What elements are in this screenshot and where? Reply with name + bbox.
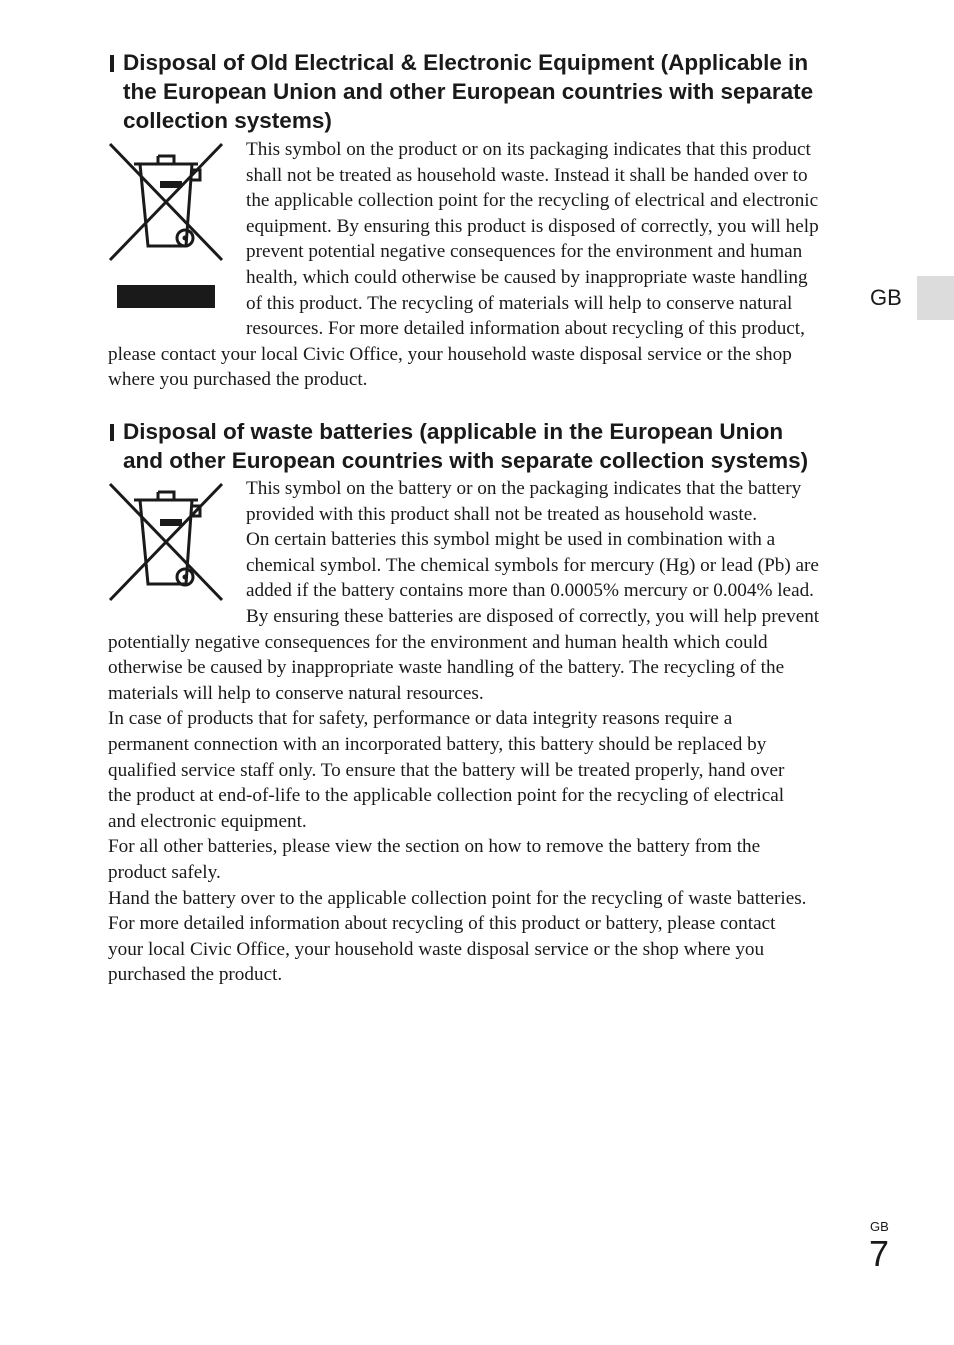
heading-line: Disposal of Old Electrical & Electronic Equipment (Applicable in [123, 50, 809, 75]
body-line: your local Civic Office, your household waste disposal service or the shop where you [108, 938, 765, 960]
section1-heading [108, 48, 878, 135]
body-line: Hand the battery over to the applicable collection point for the recycling of waste batteries. [108, 887, 807, 909]
body-line: prevent potential negative consequences for the environment and human [246, 241, 803, 263]
section2-body [108, 476, 868, 988]
body-line: This symbol on the product or on its packaging indicates that this product [246, 139, 811, 160]
heading-line: and other European countries with separate collection systems) [123, 448, 809, 473]
body-line: This symbol on the battery or on the packaging indicates that the battery [246, 478, 802, 499]
body-line: purchased the product. [108, 964, 283, 986]
body-line: shall not be treated as household waste. Instead it shall be handed over to [246, 164, 808, 186]
body-line: equipment. By ensuring this product is disposed of correctly, you will help [246, 215, 819, 237]
body-line: the applicable collection point for the recycling of electrical and electronic [246, 190, 819, 212]
section1-body [108, 137, 868, 393]
body-line: qualified service staff only. To ensure that the battery will be treated properly, hand over [108, 759, 785, 781]
body-line: provided with this product shall not be treated as household waste. [246, 503, 758, 525]
language-tab-label: GB [870, 285, 902, 310]
body-line: chemical symbol. The chemical symbols for mercury (Hg) or lead (Pb) are [246, 554, 819, 576]
body-line: otherwise be caused by inappropriate waste handling of the battery. The recycling of the [108, 657, 785, 679]
body-line: permanent connection with an incorporated battery, this battery should be replaced by [108, 733, 767, 755]
body-line: materials will help to conserve natural resources. [108, 682, 484, 704]
body-line: the product at end-of-life to the applicable collection point for the recycling of electrical [108, 785, 785, 807]
page-language: GB [870, 1219, 889, 1234]
body-line: For more detailed information about recycling of this product or battery, please contact [108, 913, 776, 935]
language-tab [917, 276, 954, 320]
heading-marker [110, 424, 114, 441]
heading-line: collection systems) [123, 108, 332, 133]
body-line: On certain batteries this symbol might be used in combination with a [246, 529, 776, 551]
heading-line: the European Union and other European countries with separate [123, 79, 814, 104]
heading-line: Disposal of waste batteries (applicable in the European Union [123, 419, 784, 444]
body-line: potentially negative consequences for the environment and human health which could [108, 631, 768, 653]
body-line: health, which could otherwise be caused by inappropriate waste handling [246, 266, 808, 288]
body-line: For all other batteries, please view the section on how to remove the battery from the [108, 836, 761, 858]
body-line: please contact your local Civic Office, your household waste disposal service or the shop [108, 343, 792, 365]
body-line: By ensuring these batteries are disposed of correctly, you will help prevent [246, 605, 820, 627]
body-line: where you purchased the product. [108, 369, 368, 391]
body-line: resources. For more detailed information about recycling of this product, [246, 318, 805, 340]
body-line: and electronic equipment. [108, 810, 307, 832]
body-line: added if the battery contains more than 0.0005% mercury or 0.004% lead. [246, 580, 814, 602]
body-line: product safely. [108, 861, 221, 883]
body-line: In case of products that for safety, performance or data integrity reasons require a [108, 708, 733, 730]
page-number: 7 [869, 1233, 890, 1274]
heading-marker [110, 55, 114, 72]
body-line: of this product. The recycling of materials will help to conserve natural [246, 292, 793, 314]
section2-heading [108, 417, 878, 475]
